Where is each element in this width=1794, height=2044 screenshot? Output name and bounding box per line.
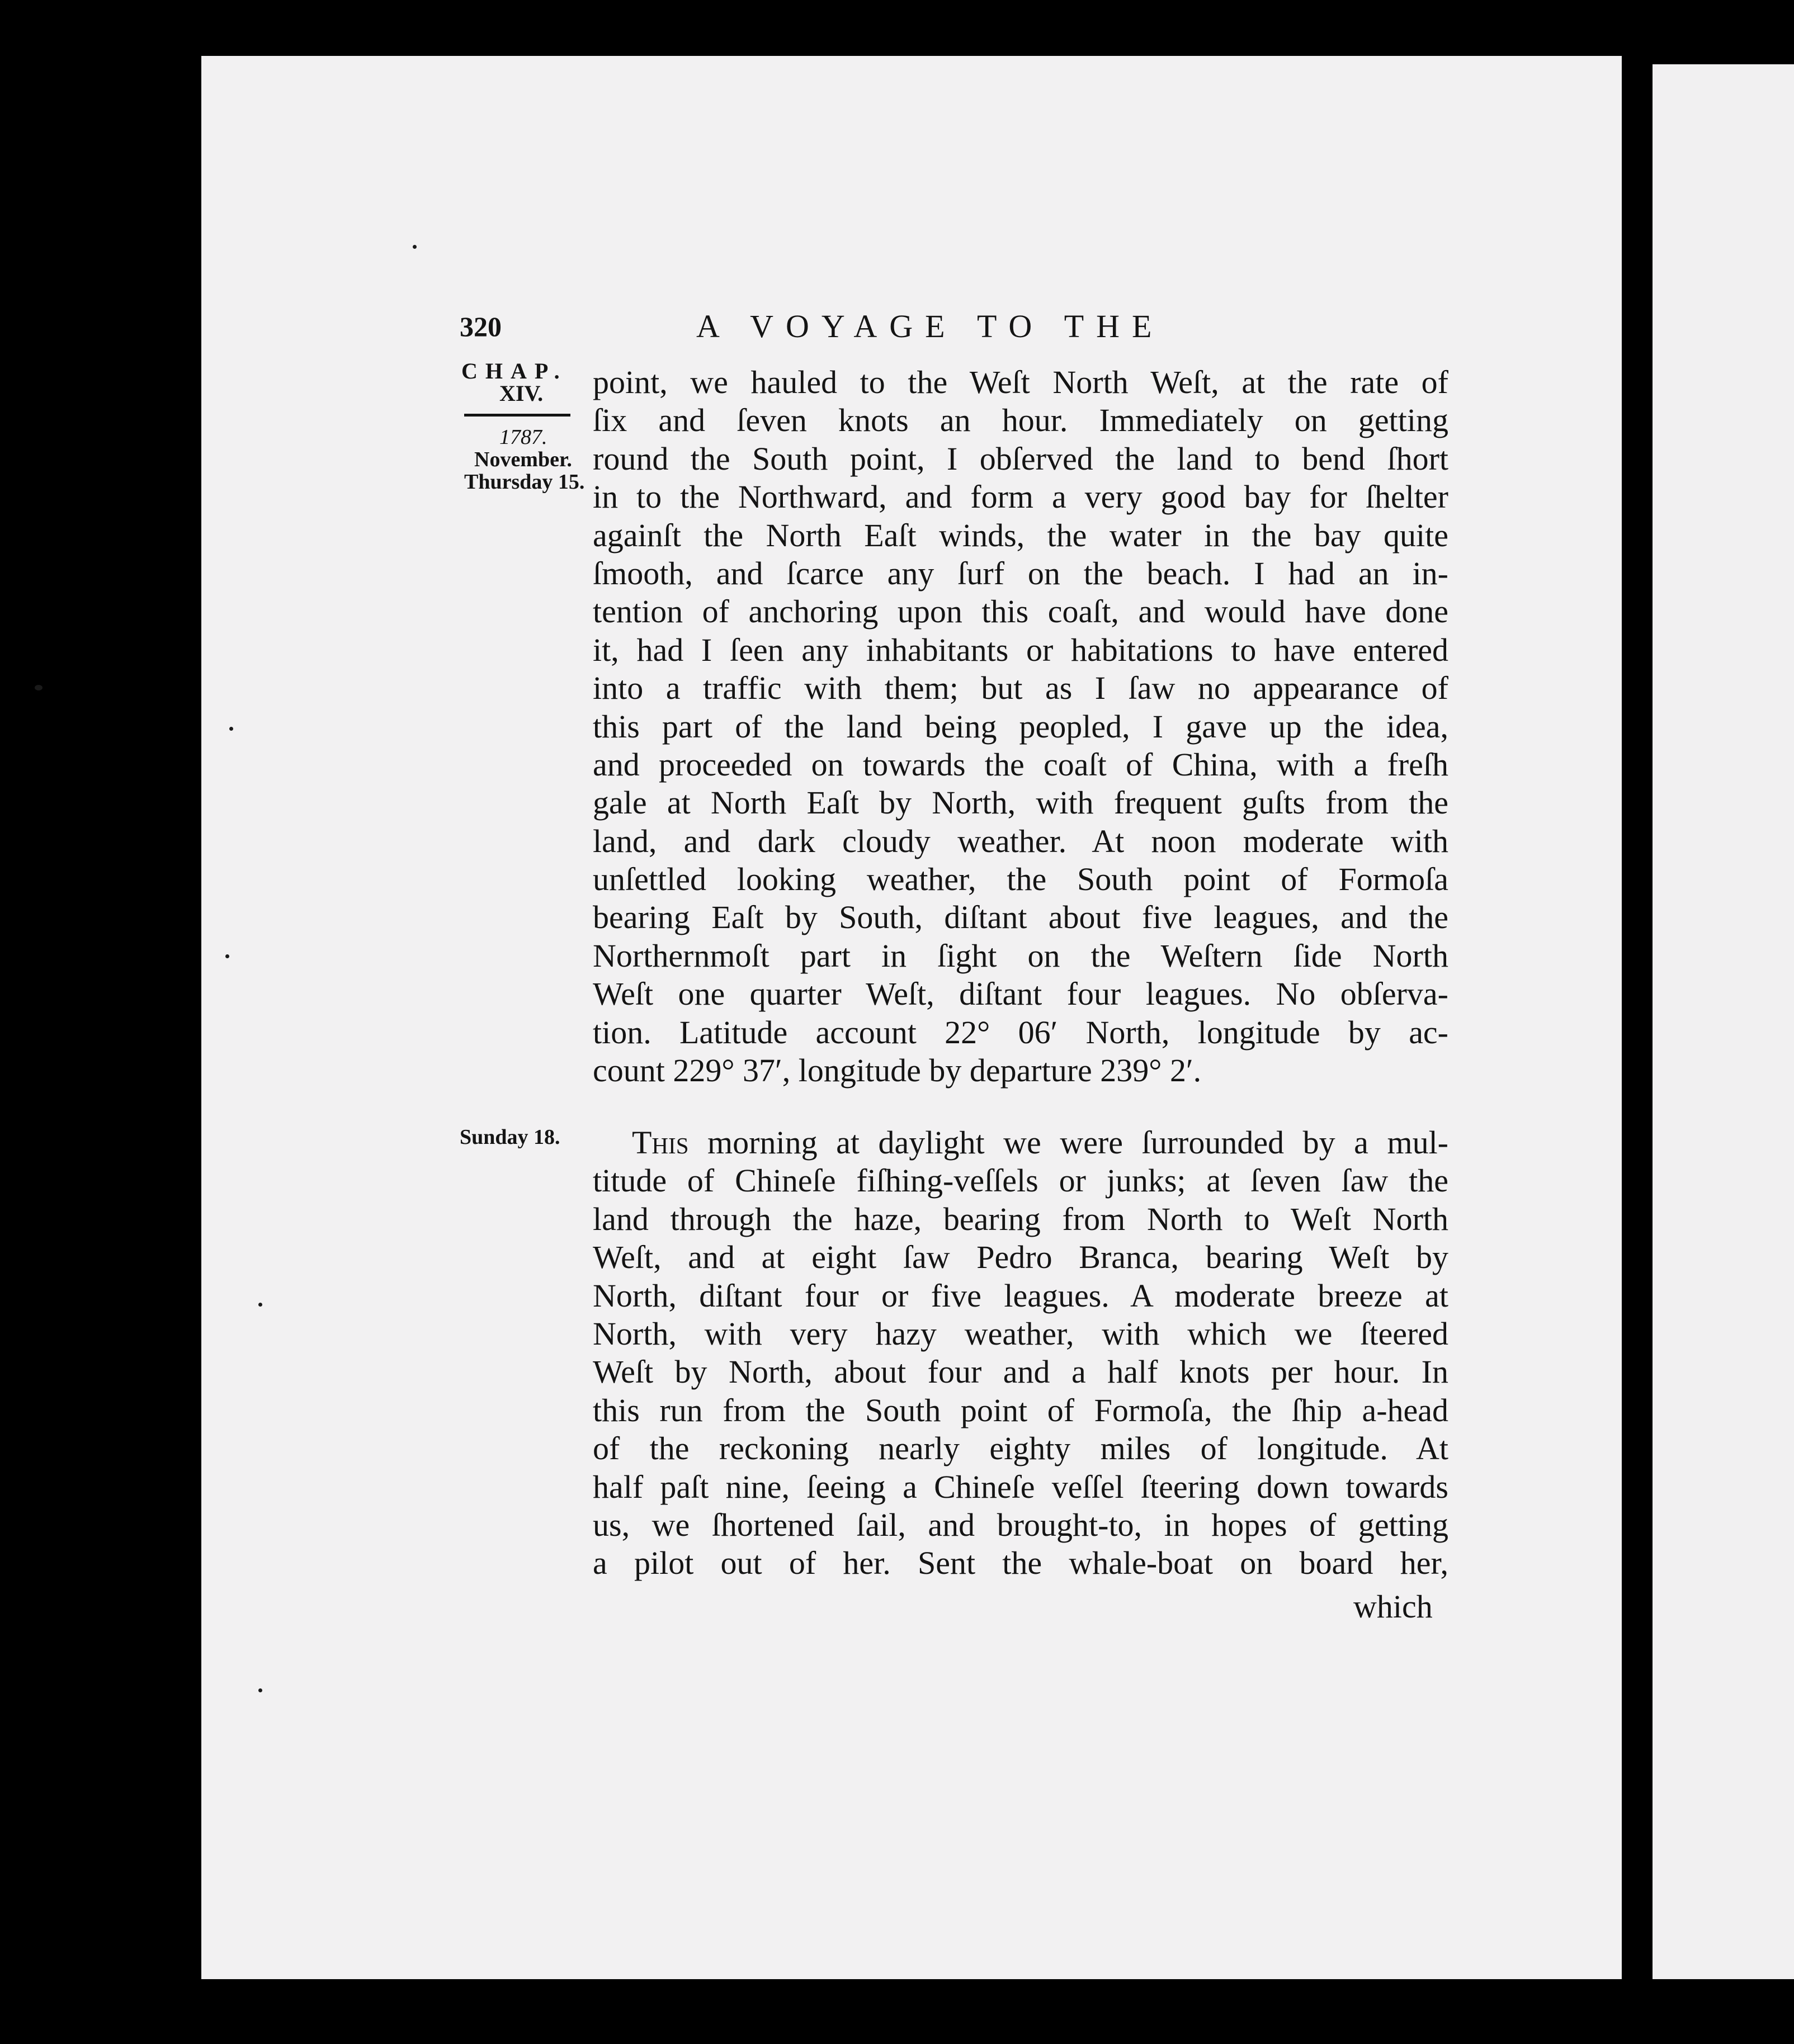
scan-speck: [229, 727, 233, 731]
text-line: tion. Latitude account 22° 06′ North, longitude by ac-: [593, 1014, 1448, 1051]
text-line: againſt the North Eaſt winds, the water in the bay quite: [593, 517, 1448, 553]
margin-month: November.: [474, 448, 572, 471]
running-title: A VOYAGE TO THE: [696, 308, 1164, 344]
text-line: unſettled looking weather, the South point of Formoſa: [593, 861, 1448, 898]
scan-speck: [258, 1303, 262, 1307]
text-line: gale at North Eaſt by North, with frequent guſts from the: [593, 784, 1448, 821]
text-line: land through the haze, bearing from North to Weſt North: [593, 1200, 1448, 1237]
chapter-label: CHAP.: [461, 358, 568, 384]
text-line-rest: morning at daylight we were ſurrounded by a mul-: [688, 1124, 1448, 1161]
text-line: count 229° 37′, longitude by departure 239° 2′.: [593, 1052, 1202, 1089]
text-line: it, had I ſeen any inhabitants or habitations to have entered: [593, 631, 1448, 668]
scan-speck: [413, 245, 417, 249]
margin-date-sunday: Sunday 18.: [460, 1125, 560, 1149]
text-line: bearing Eaſt by South, diſtant about five leagues, and the: [593, 899, 1448, 936]
text-line: Weſt, and at eight ſaw Pedro Branca, bearing Weſt by: [593, 1239, 1448, 1276]
chapter-number: XIV.: [499, 381, 544, 406]
text-line: half paſt nine, ſeeing a Chineſe veſſel ſteering down towards: [593, 1468, 1448, 1505]
scan-speck: [35, 685, 43, 690]
scan-speck: [258, 1688, 262, 1692]
text-line: in to the Northward, and form a very good bay for ſhelter: [593, 479, 1448, 515]
text-line: Weſt by North, about four and a half knots per hour. In: [593, 1354, 1448, 1390]
margin-date-thursday: Thursday 15.: [464, 470, 585, 494]
text-line: round the South point, I obſerved the land to bend ſhort: [593, 440, 1448, 477]
text-line: tention of anchoring upon this coaſt, and would have done: [593, 593, 1448, 630]
text-line: North, with very hazy weather, with which we ſteered: [593, 1315, 1448, 1352]
text-line: land, and dark cloudy weather. At noon moderate with: [593, 822, 1448, 859]
text-line: titude of Chineſe fiſhing-veſſels or junks; at ſeven ſaw the: [593, 1162, 1448, 1199]
text-line: a pilot out of her. Sent the whale-boat on board her,: [593, 1545, 1448, 1582]
text-line-first: [593, 1124, 1448, 1162]
text-line: this part of the land being peopled, I gave up the idea,: [593, 708, 1448, 745]
text-line: ſix and ſeven knots an hour. Immediately on getting: [593, 402, 1448, 439]
text-line: us, we ſhortened ſail, and brought-to, in hopes of getting: [593, 1506, 1448, 1543]
margin-year: 1787.: [499, 425, 547, 449]
text-line: ſmooth, and ſcarce any ſurf on the beach. I had an in-: [593, 555, 1448, 592]
text-line: and proceeded on towards the coaſt of China, with a freſh: [593, 746, 1448, 783]
text-line: Weſt one quarter Weſt, diſtant four leagues. No obſerva-: [593, 976, 1448, 1012]
scan-speck: [225, 954, 229, 958]
text-line: into a traffic with them; but as I ſaw no appearance of: [593, 670, 1448, 707]
chapter-rule: [464, 414, 570, 417]
drop-word: This: [632, 1124, 689, 1161]
text-line: of the reckoning nearly eighty miles of longitude. At: [593, 1430, 1448, 1467]
paragraph-continuation: [593, 363, 1448, 1090]
page-number: 320: [460, 311, 502, 342]
text-line: point, we hauled to the Weſt North Weſt, at the rate of: [593, 364, 1448, 400]
text-line: this run from the South point of Formoſa, the ſhip a-head: [593, 1392, 1448, 1428]
paragraph-sunday: [593, 1124, 1448, 1583]
catchword: which: [1353, 1588, 1433, 1625]
facing-page-edge: [1653, 64, 1794, 1979]
text-line: North, diſtant four or five leagues. A moderate breeze at: [593, 1277, 1448, 1314]
text-line: Northernmoſt part in ſight on the Weſtern ſide North: [593, 937, 1448, 974]
